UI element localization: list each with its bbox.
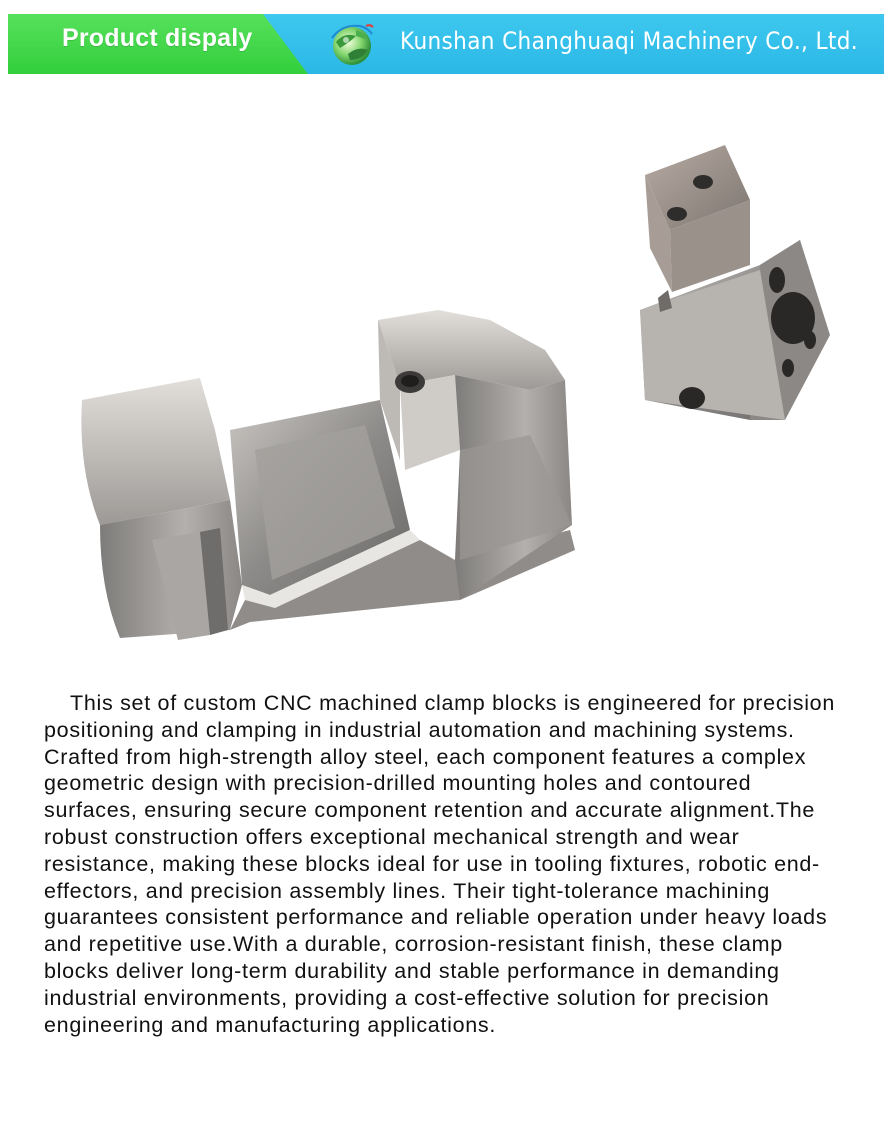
header-banner bbox=[8, 14, 884, 74]
page-title: Product dispaly bbox=[62, 24, 253, 52]
company-name: Kunshan Changhuaqi Machinery Co., Ltd. bbox=[400, 27, 859, 55]
globe-leaf-icon bbox=[326, 20, 378, 68]
product-description: This set of custom CNC machined clamp blocks is engineered for precision positioning and clamping in industrial automation and machining systems. Crafted from high-strength alloy steel, each component features a complex geometric design with precision-drilled mounting holes and contoured surfaces, ensuring secure component retention and accurate alignment.The robust construction offers exceptional mechanical strength and wear resistance, making these blocks ideal for use in tooling fixtures, robotic end-effectors, and precision assembly lines. Their tight-tolerance machining guarantees consistent performance and reliable operation under heavy loads and repetitive use.With a durable, corrosion-resistant finish, these clamp blocks deliver long-term durability and stable performance in demanding industrial environments, providing a cost-effective solution for precision engineering and manufacturing applications. bbox=[44, 691, 835, 1037]
cnc-clamp-blocks-photo bbox=[60, 130, 860, 660]
